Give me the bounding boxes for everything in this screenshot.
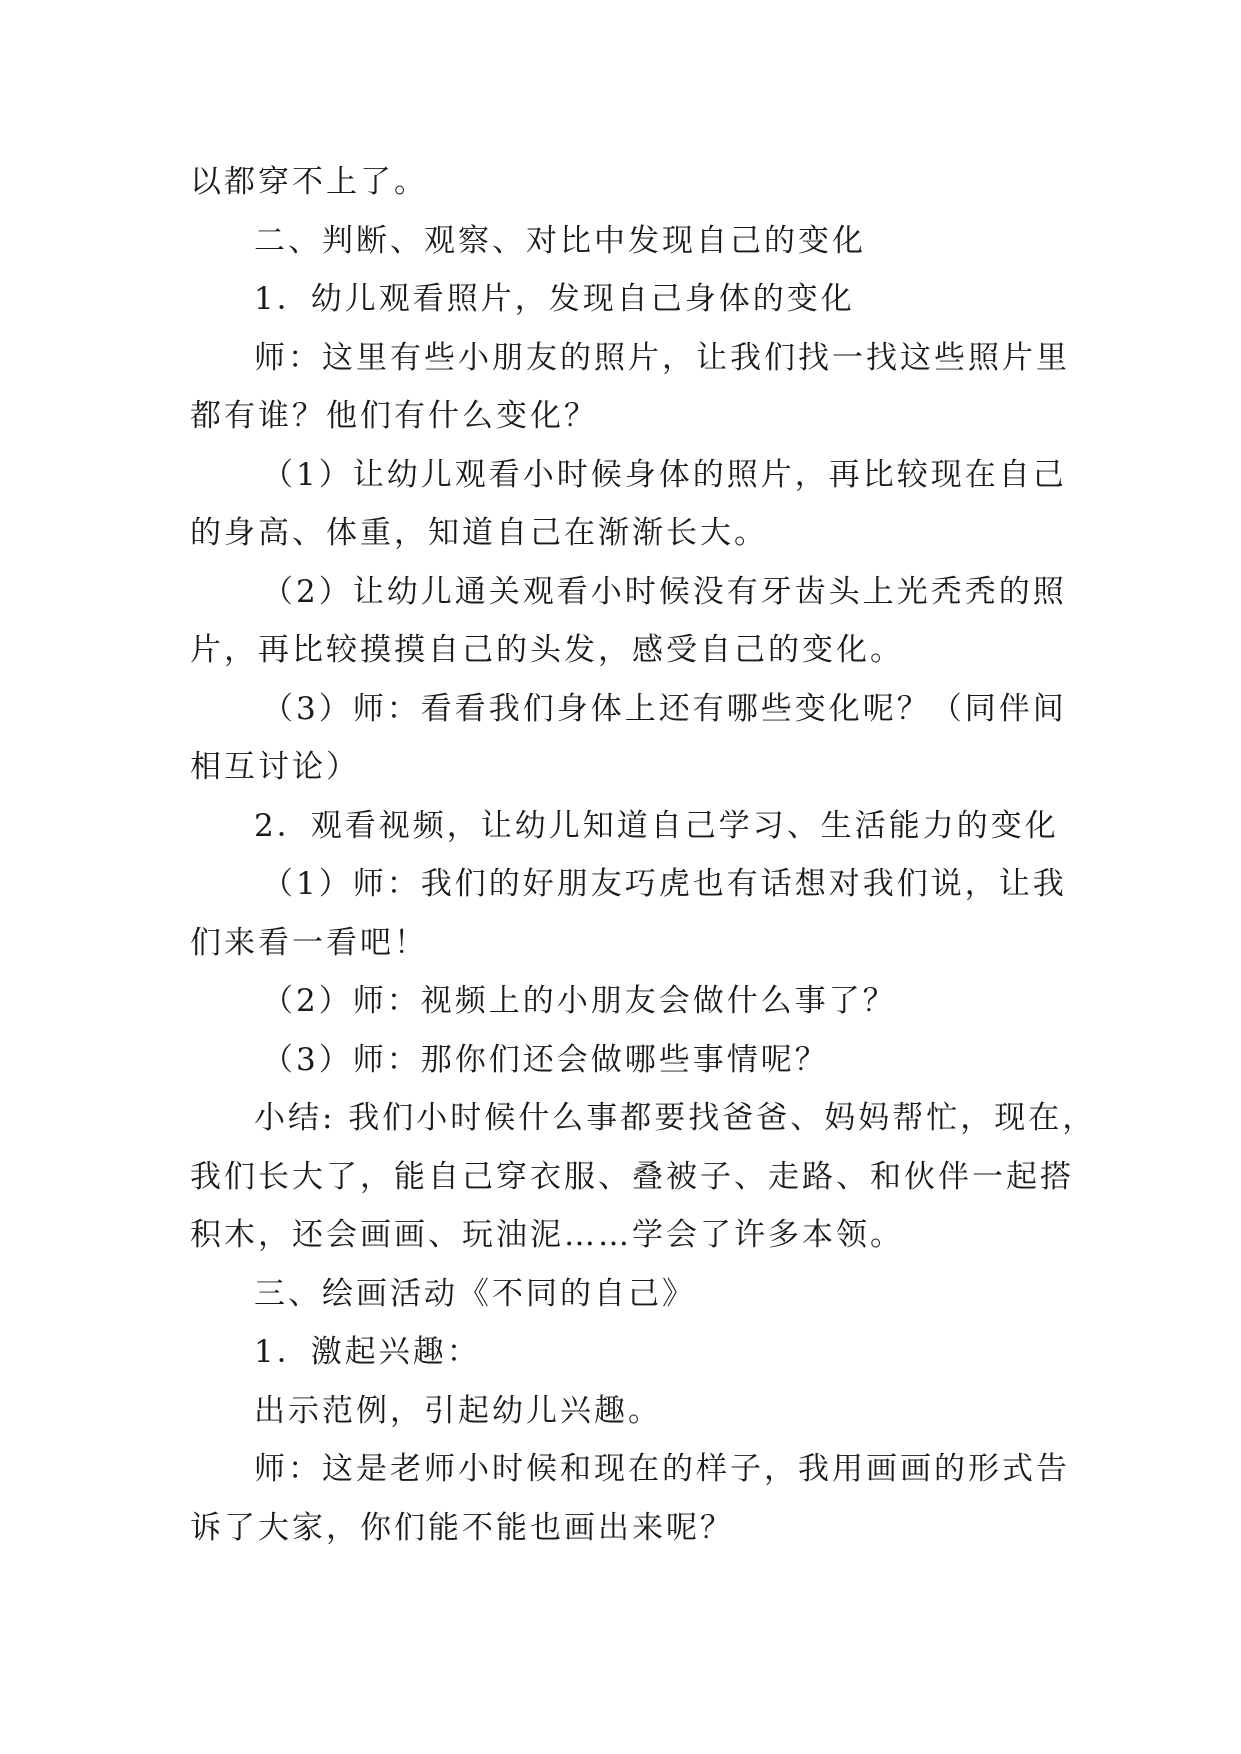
paragraph-line: 师：这是老师小时候和现在的样子，我用画画的形式告 xyxy=(254,1451,1070,1487)
paragraph-line: （1）让幼儿观看小时候身体的照片，再比较现在自己 xyxy=(262,457,1067,493)
paragraph-line: 的身高、体重，知道自己在渐渐长大。 xyxy=(190,515,768,551)
section-heading: 三、绘画活动《不同的自己》 xyxy=(254,1276,696,1312)
paragraph-line: 都有谁？他们有什么变化？ xyxy=(190,398,598,434)
paragraph-line: 出示范例，引起幼儿兴趣。 xyxy=(254,1393,662,1429)
paragraph-line: 小结: 我们小时候什么事都要找爸爸、妈妈帮忙，现在， xyxy=(254,1100,1097,1136)
subsection-heading: 1．激起兴趣： xyxy=(254,1334,481,1370)
paragraph-line: 积木，还会画画、玩油泥……学会了许多本领。 xyxy=(190,1217,904,1253)
paragraph-line: （2）师：视频上的小朋友会做什么事了？ xyxy=(262,983,897,1019)
paragraph-line: （2）让幼儿通关观看小时候没有牙齿头上光秃秃的照 xyxy=(262,574,1067,610)
paragraph-line: 师：这里有些小朋友的照片，让我们找一找这些照片里 xyxy=(254,340,1070,376)
paragraph-line: 以都穿不上了。 xyxy=(190,164,428,200)
paragraph-line: （1）师：我们的好朋友巧虎也有话想对我们说，让我 xyxy=(262,866,1067,902)
subsection-heading: 1．幼儿观看照片，发现自己身体的变化 xyxy=(254,281,855,317)
paragraph-line: 相互讨论） xyxy=(190,749,360,785)
paragraph-line: （3）师：那你们还会做哪些事情呢？ xyxy=(262,1042,829,1078)
paragraph-line: （3）师：看看我们身体上还有哪些变化呢？（同伴间 xyxy=(262,691,1067,727)
paragraph-line: 诉了大家，你们能不能也画出来呢？ xyxy=(190,1510,734,1546)
paragraph-line: 片，再比较摸摸自己的头发，感受自己的变化。 xyxy=(190,632,904,668)
paragraph-line: 我们长大了，能自己穿衣服、叠被子、走路、和伙伴一起搭 xyxy=(190,1159,1074,1195)
subsection-heading: 2．观看视频，让幼儿知道自己学习、生活能力的变化 xyxy=(254,808,1059,844)
section-heading: 二、判断、观察、对比中发现自己的变化 xyxy=(254,223,866,259)
paragraph-line: 们来看一看吧！ xyxy=(190,925,428,961)
